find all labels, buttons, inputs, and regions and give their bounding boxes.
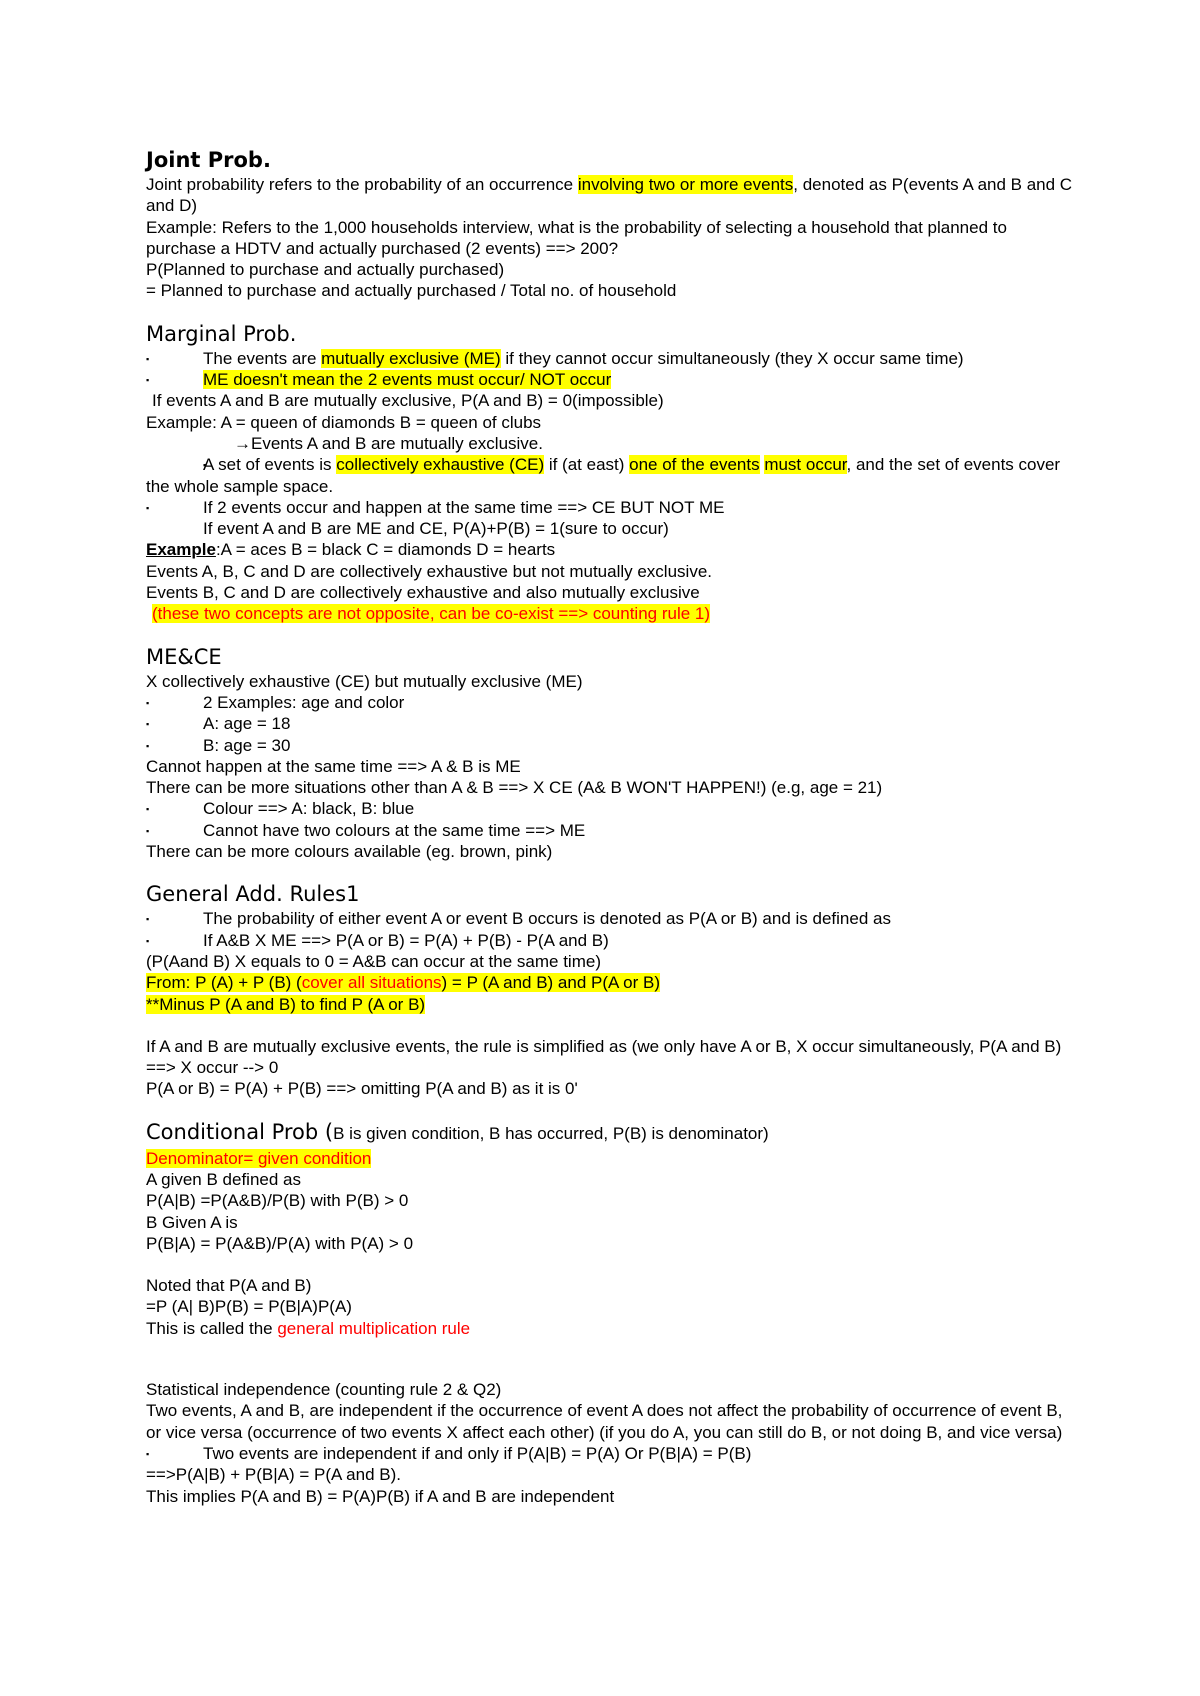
heading-conditional-prob — [146, 1118, 1076, 1148]
text: This is called the — [146, 1318, 278, 1338]
bullet-item: ▪ A: age = 18 — [146, 713, 1076, 734]
text-line: ==>P(A|B) + P(B|A) = P(A and B). — [146, 1465, 401, 1485]
text-line — [146, 1148, 1076, 1169]
text-line: Statistical independence (counting rule 2 & Q2) — [146, 1380, 502, 1400]
bullet-item: ▪ The probability of either event A or event B occurs is denoted as P(A or B) and is defined as — [146, 908, 1076, 929]
text-line — [146, 539, 1076, 560]
text-line: (P(Aand B) X equals to 0 = A&B can occur at the same time) — [146, 951, 601, 971]
bullet-item — [146, 348, 1076, 369]
text-line — [146, 603, 1076, 624]
spacer — [146, 1339, 1076, 1379]
text: if (at east) — [544, 455, 630, 475]
text: if they cannot occur simultaneously (they X occur same time) — [500, 348, 964, 368]
joint-example: Example: Refers to the 1,000 households interview, what is the probability of selecting a household that planned to purchase a HDTV and actually purchased (2 events) ==> 200? — [146, 217, 1007, 258]
heading-general-add-rules: General Add. Rules1 — [146, 882, 360, 907]
heading-joint-prob: Joint Prob. — [146, 148, 271, 172]
text-line: If events A and B are mutually exclusive, P(A and B) = 0(impossible) — [152, 391, 664, 411]
text-line: B Given A is — [146, 1212, 238, 1232]
heading-me-ce: ME&CE — [146, 644, 222, 669]
bullet-item — [146, 454, 1076, 497]
highlight: collectively exhaustive (CE) — [336, 455, 545, 475]
text: A set of events is — [203, 455, 337, 475]
highlight: (these two concepts are not opposite, can be co-exist ==> counting rule 1) — [152, 604, 711, 624]
bullet-item: ▪ Colour ==> A: black, B: blue — [146, 798, 1076, 819]
highlight: involving two or more events — [577, 175, 794, 194]
text-line: If A and B are mutually exclusive events, the rule is simplified as (we only have A or B, X occur simultaneously, P(A and B) ==> X occur --> 0 — [146, 1036, 1062, 1078]
text-line — [146, 994, 1076, 1015]
text: B is given condition, B has occurred, P(B) is denominator) — [333, 1123, 769, 1143]
text-line: Two events, A and B, are independent if the occurrence of event A does not affect the probability of occurrence of event B, or vice versa (occurrence of two events X affect each other) (if you do A, you can still do B, or not doing B, and vice versa) — [146, 1401, 1063, 1442]
spacer — [146, 1015, 1076, 1036]
text: Joint probability refers to the probability of an occurrence — [146, 175, 578, 194]
text-line: There can be more situations other than A & B ==> X CE (A& B WON'T HAPPEN!) (e.g, age = 21) — [146, 778, 883, 798]
text: Conditional Prob ( — [146, 1119, 334, 1144]
heading-marginal-prob: Marginal Prob. — [146, 321, 297, 346]
text: The events are — [203, 348, 322, 368]
text-line: →Events A and B are mutually exclusive. — [234, 433, 543, 453]
text-line: If event A and B are ME and CE, P(A)+P(B) = 1(sure to occur) — [203, 519, 669, 539]
text-line: Events A, B, C and D are collectively exhaustive but not mutually exclusive. — [146, 561, 712, 581]
bullet-item: ▪ 2 Examples: age and color — [146, 692, 1076, 713]
text-line: Events B, C and D are collectively exhaustive and also mutually exclusive — [146, 583, 700, 603]
text-line: This implies P(A and B) = P(A)P(B) if A and B are independent — [146, 1486, 615, 1506]
bullet-item: ▪ If A&B X ME ==> P(A or B) = P(A) + P(B) - P(A and B) — [146, 930, 1076, 951]
document-body — [146, 146, 1076, 1507]
highlight: must occur — [764, 455, 847, 475]
bullet-item: ▪ Two events are independent if and only if P(A|B) = P(A) Or P(B|A) = P(B) — [146, 1443, 1076, 1464]
text-line: P(A or B) = P(A) + P(B) ==> omitting P(A and B) as it is 0' — [146, 1079, 578, 1099]
text-line: =P (A| B)P(B) = P(B|A)P(A) — [146, 1297, 352, 1317]
text: , and the set of events cover the whole sample space. — [146, 455, 1061, 496]
highlight: Denominator= given condition — [146, 1148, 372, 1168]
joint-line: = Planned to purchase and actually purchased / Total no. of household — [146, 281, 677, 301]
text-line — [146, 1318, 1076, 1339]
underlined-text: Example — [146, 540, 216, 560]
text-line: A given B defined as — [146, 1169, 302, 1189]
highlight: one of the events — [629, 455, 760, 475]
text-line: There can be more colours available (eg. brown, pink) — [146, 842, 553, 862]
text-line: Example: A = queen of diamonds B = queen of clubs — [146, 412, 542, 432]
highlight: **Minus P (A and B) to find P (A or B) — [146, 994, 426, 1014]
highlight: ME doesn't mean the 2 events must occur/ NOT occur — [203, 370, 612, 390]
text-line: Noted that P(A and B) — [146, 1276, 312, 1296]
highlight: ) = P (A and B) and P(A or B) — [441, 973, 660, 993]
red-text: general multiplication rule — [277, 1318, 471, 1338]
highlight: From: P (A) + P (B) ( — [146, 973, 302, 993]
spacer — [146, 1254, 1076, 1275]
text-line: Cannot happen at the same time ==> A & B is ME — [146, 756, 521, 776]
bullet-item: ▪ If 2 events occur and happen at the same time ==> CE BUT NOT ME — [146, 497, 1076, 518]
bullet-item — [146, 369, 1076, 390]
joint-line: P(Planned to purchase and actually purchased) — [146, 260, 505, 280]
joint-definition — [146, 174, 1076, 217]
highlight: mutually exclusive (ME) — [321, 348, 501, 368]
bullet-item: ▪ B: age = 30 — [146, 735, 1076, 756]
text-line: P(B|A) = P(A&B)/P(A) with P(A) > 0 — [146, 1233, 414, 1253]
bullet-item: ▪ Cannot have two colours at the same time ==> ME — [146, 820, 1076, 841]
text-line: X collectively exhaustive (CE) but mutually exclusive (ME) — [146, 671, 583, 691]
highlight-red: cover all situations — [301, 973, 442, 993]
text: :A = aces B = black C = diamonds D = hearts — [215, 540, 556, 560]
text-line — [146, 972, 1076, 993]
text-line: P(A|B) =P(A&B)/P(B) with P(B) > 0 — [146, 1191, 409, 1211]
text: , denoted as P(events A and B and C and D) — [146, 175, 1073, 216]
